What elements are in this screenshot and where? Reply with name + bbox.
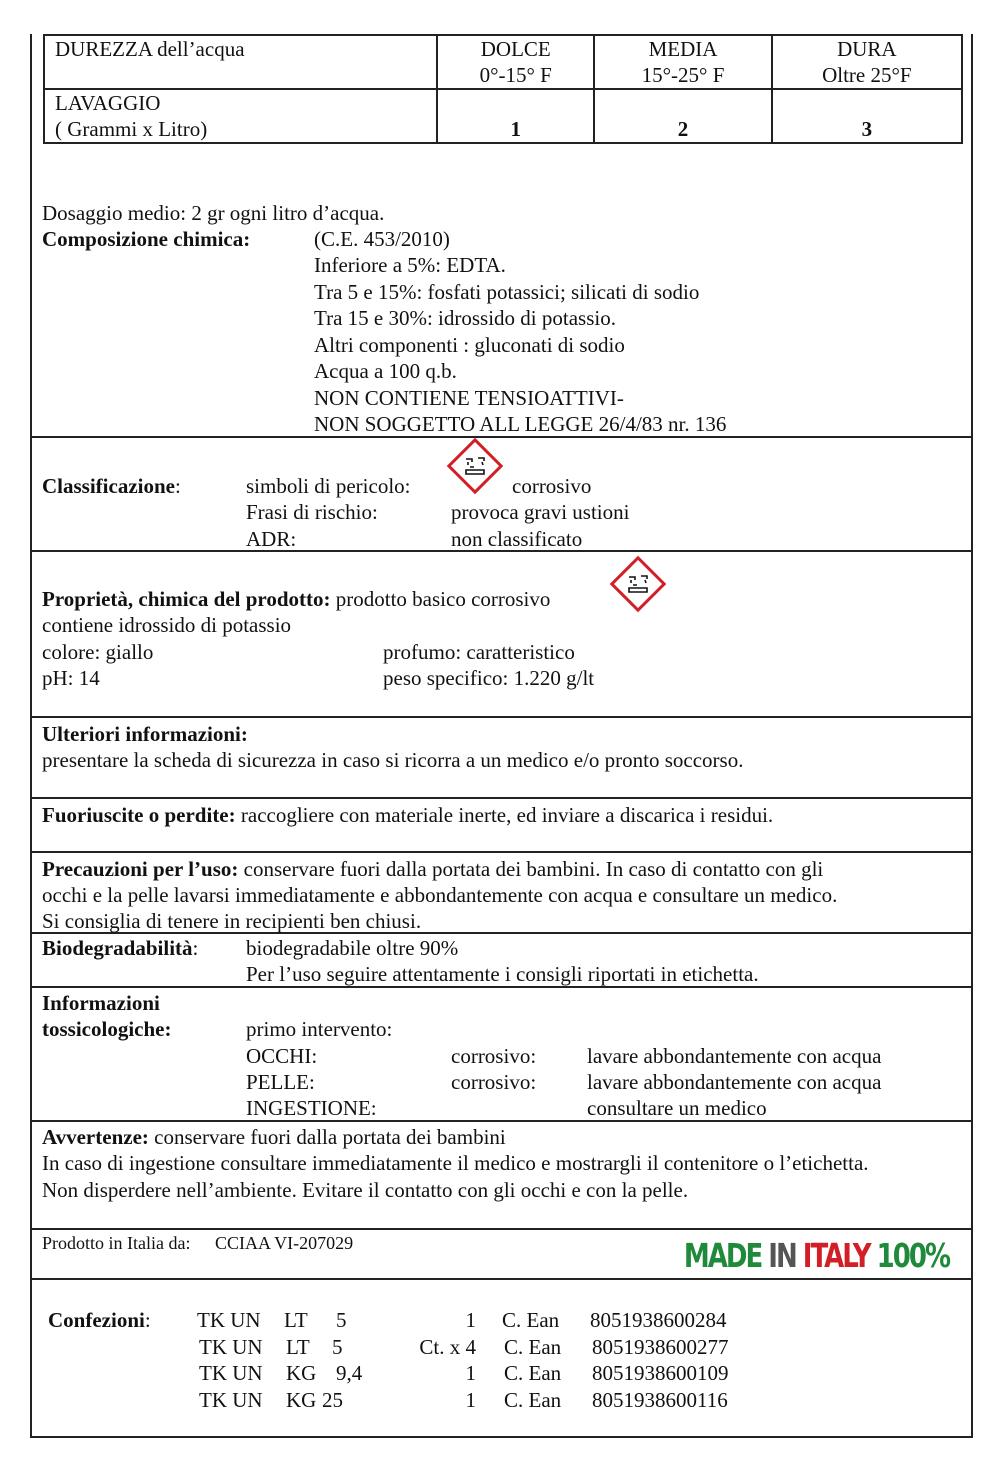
precautions-line: Si consiglia di tenere in recipienti ben chiusi. — [42, 909, 422, 933]
package-type: TK UN — [199, 1361, 263, 1385]
color-property: colore: giallo — [42, 640, 154, 664]
package-qty: 5 — [332, 1335, 343, 1359]
ean-label: C. Ean — [504, 1361, 562, 1385]
toxicology-label: Informazioni — [42, 991, 160, 1015]
ean-label: C. Ean — [504, 1335, 562, 1359]
composition-line: Tra 5 e 15%: fosfati potassici; silicati di sodio — [314, 280, 700, 304]
first-aid-action: lavare abbondantemente con acqua — [587, 1070, 882, 1094]
scent-property: profumo: caratteristico — [383, 640, 575, 664]
biodegradability-label: Biodegradabilità: — [42, 936, 199, 960]
further-info-label: Ulteriori informazioni: — [42, 722, 248, 746]
package-qty: 25 — [322, 1388, 343, 1412]
section-toxicology — [32, 988, 971, 1122]
section-composition — [32, 34, 971, 438]
composition-line: Inferiore a 5%: EDTA. — [314, 253, 506, 277]
composition-line: Altri componenti : gluconati di sodio — [314, 333, 625, 357]
water-hardness-table — [43, 34, 963, 144]
corrosive-ghs-icon — [447, 438, 504, 495]
package-type: TK UN — [199, 1388, 263, 1412]
table-row — [44, 89, 962, 143]
package-unit: KG — [286, 1388, 317, 1412]
first-aid-action: consultare un medico — [587, 1096, 767, 1120]
producer-label: Prodotto in Italia da: — [42, 1233, 191, 1253]
exposure-effect: corrosivo: — [451, 1044, 537, 1068]
table-cell: DURA Oltre 25°F — [772, 35, 962, 89]
biodegradability-line: biodegradabile oltre 90% — [246, 936, 459, 960]
table-cell: DOLCE 0°-15° F — [437, 35, 594, 89]
warnings-line: Non disperdere nell’ambiente. Evitare il contatto con gli occhi e con la pelle. — [42, 1178, 689, 1202]
classification-label: Classificazione: — [42, 474, 181, 498]
exposure-route: PELLE: — [246, 1070, 315, 1094]
spills-text: Fuoriuscite o perdite: raccogliere con materiale inerte, ed inviare a discarica i residui. — [42, 803, 774, 827]
ean-code: 8051938600116 — [592, 1388, 728, 1412]
dosage-text: Dosaggio medio: 2 gr ogni litro d’acqua. — [42, 201, 385, 225]
warnings-line: In caso di ingestione consultare immediatamente il medico e mostrargli il contenitore o l’etichetta. — [42, 1151, 869, 1175]
table-cell: 2 — [594, 89, 771, 143]
package-unit: LT — [286, 1335, 310, 1359]
section-classification — [32, 438, 971, 552]
composition-label: Composizione chimica: — [42, 227, 251, 251]
made-in-italy-badge: MADE IN ITALY 100% — [683, 1238, 949, 1276]
package-count: 1 — [465, 1361, 476, 1385]
composition-line: NON CONTIENE TENSIOATTIVI- — [314, 386, 624, 410]
producer-code: CCIAA VI-207029 — [215, 1233, 354, 1253]
safety-sheet — [30, 34, 973, 1438]
section-packages — [32, 1280, 971, 1438]
ean-label: C. Ean — [502, 1308, 560, 1332]
section-producer — [32, 1230, 971, 1280]
toxicology-label: tossicologiche: — [42, 1017, 172, 1041]
package-count: Ct. x 4 — [419, 1335, 476, 1359]
composition-line: NON SOGGETTO ALL LEGGE 26/4/83 nr. 136 — [314, 412, 727, 436]
precautions-line: occhi e la pelle lavarsi immediatamente e abbondantemente con acqua e consultare un medico. — [42, 883, 838, 907]
first-aid-action: lavare abbondantemente con acqua — [587, 1044, 882, 1068]
ph-property: pH: 14 — [42, 666, 100, 690]
precautions-line: Precauzioni per l’uso: conservare fuori dalla portata dei bambini. In caso di contatto con gli — [42, 857, 824, 881]
table-cell: 3 — [772, 89, 962, 143]
corrosive-ghs-icon — [610, 556, 667, 613]
table-cell: DUREZZA dell’acqua — [44, 35, 437, 89]
package-count: 1 — [465, 1308, 476, 1332]
package-qty: 9,4 — [336, 1361, 363, 1385]
composition-line: (C.E. 453/2010) — [314, 227, 450, 251]
package-type: TK UN — [197, 1308, 261, 1332]
section-precautions — [32, 853, 971, 934]
ean-label: C. Ean — [504, 1388, 562, 1412]
classification-value: corrosivo — [512, 474, 592, 498]
table-row — [44, 35, 962, 89]
properties-title: Proprietà, chimica del prodotto: prodotto basico corrosivo — [42, 587, 551, 611]
exposure-route: INGESTIONE: — [246, 1096, 377, 1120]
section-biodegradability — [32, 934, 971, 988]
composition-line: Acqua a 100 q.b. — [314, 359, 457, 383]
packages-label: Confezioni: — [48, 1308, 151, 1332]
properties-line: contiene idrossido di potassio — [42, 613, 292, 637]
table-cell: 1 — [437, 89, 594, 143]
classification-key: ADR: — [246, 527, 297, 551]
further-info-text: presentare la scheda di sicurezza in caso si ricorra a un medico e/o pronto soccorso. — [42, 748, 744, 772]
package-unit: KG — [286, 1361, 317, 1385]
section-properties — [32, 552, 971, 718]
package-type: TK UN — [199, 1335, 263, 1359]
classification-key: Frasi di rischio: — [246, 500, 378, 524]
density-property: peso specifico: 1.220 g/lt — [383, 666, 595, 690]
first-aid-intro: primo intervento: — [246, 1017, 393, 1041]
biodegradability-line: Per l’uso seguire attentamente i consigli riportati in etichetta. — [246, 962, 759, 986]
ean-code: 8051938600277 — [592, 1335, 729, 1359]
section-spills — [32, 799, 971, 853]
table-cell: MEDIA 15°-25° F — [594, 35, 771, 89]
ean-code: 8051938600109 — [592, 1361, 729, 1385]
ean-code: 8051938600284 — [590, 1308, 727, 1332]
table-cell: LAVAGGIO ( Grammi x Litro) — [44, 89, 437, 143]
exposure-route: OCCHI: — [246, 1044, 318, 1068]
classification-value: non classificato — [451, 527, 583, 551]
section-warnings — [32, 1122, 971, 1230]
package-count: 1 — [465, 1388, 476, 1412]
composition-line: Tra 15 e 30%: idrossido di potassio. — [314, 306, 616, 330]
exposure-effect: corrosivo: — [451, 1070, 537, 1094]
classification-key: simboli di pericolo: — [246, 474, 411, 498]
package-unit: LT — [284, 1308, 308, 1332]
package-qty: 5 — [336, 1308, 347, 1332]
classification-value: provoca gravi ustioni — [451, 500, 630, 524]
section-further-info — [32, 718, 971, 799]
warnings-line: Avvertenze: conservare fuori dalla portata dei bambini — [42, 1125, 506, 1149]
